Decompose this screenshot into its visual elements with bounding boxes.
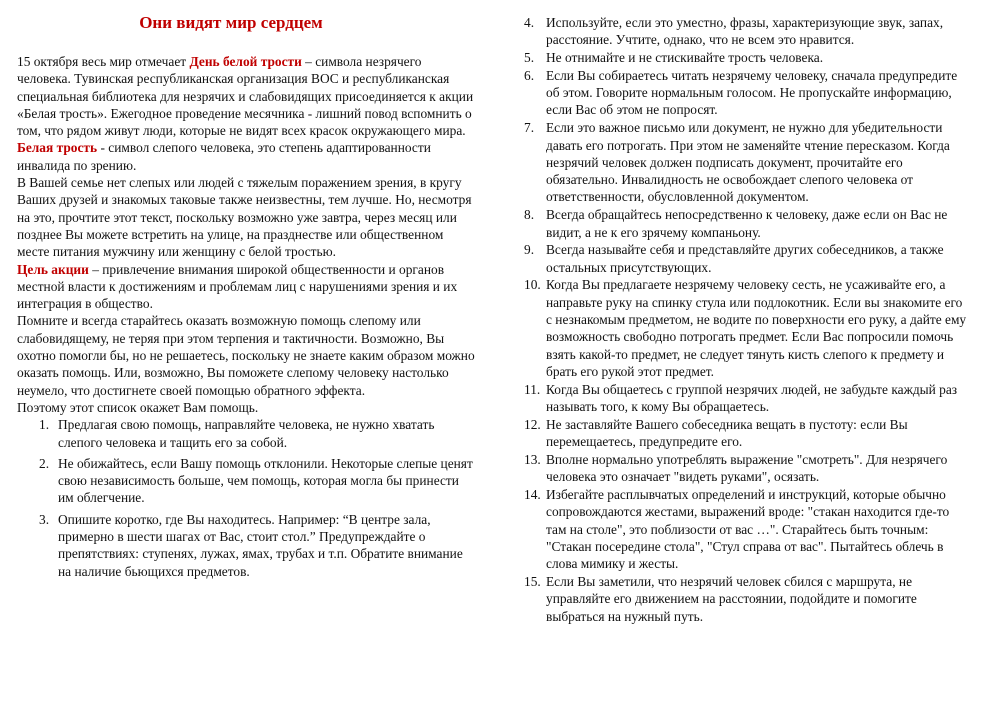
list-item-number: 6. bbox=[524, 67, 535, 83]
list-item-text: Всегда обращайтесь непосредственно к человеку, даже если он Вас не видит, а не к его зрячему компаньону. bbox=[546, 207, 948, 240]
page-title: Они видят мир сердцем bbox=[139, 13, 323, 32]
left-advice-list bbox=[39, 416, 475, 580]
list-item bbox=[524, 67, 970, 119]
list-item bbox=[524, 49, 970, 66]
list-item bbox=[524, 451, 970, 486]
list-item-number: 5. bbox=[524, 50, 535, 66]
goal-paragraph bbox=[17, 261, 475, 313]
list-item-text: Не отнимайте и не стискивайте трость человека. bbox=[546, 50, 824, 66]
list-item-text: Если Вы заметили, что незрячий человек сбился с маршрута, не управляйте его движением на расстоянии, подойдите и помогите выбраться на нужный путь. bbox=[546, 574, 917, 624]
list-item-number: 11. bbox=[524, 381, 541, 397]
list-item-number: 4. bbox=[524, 15, 535, 30]
list-item bbox=[524, 416, 970, 451]
list-item-text: Не обижайтесь, если Вашу помощь отклонили. Некоторые слепые ценят свою независимость больше, чем помощь, которая могла бы принести им облегчение. bbox=[58, 455, 473, 506]
intro-text-start: 15 октября весь мир отмечает bbox=[17, 54, 190, 69]
list-item-number: 7. bbox=[524, 120, 535, 136]
list-item bbox=[39, 511, 475, 580]
list-item-text: Опишите коротко, где Вы находитесь. Например: “В центре зала, примерно в шести шагах от Вас, стоит стол.” Предупреждайте о препятствиях: ступенях, лужах, ямах, трубах и т.п. Обратите внимание на наличие бьющихся предметов. bbox=[58, 511, 463, 579]
white-cane-text: - символ слепого человека, это степень адаптированности инвалида по зрению. bbox=[17, 140, 431, 173]
list-item-text: Не заставляйте Вашего собеседника вещать в пустоту: если Вы перемещаетесь, предупредите его. bbox=[546, 416, 908, 450]
list-item-text: Всегда называйте себя и представляйте других собеседников, а также остальных присутствующих. bbox=[546, 242, 944, 275]
list-item-text: Когда Вы общаетесь с группой незрячих людей, не забудьте каждый раз называть того, к кому Вы обращаетесь. bbox=[546, 381, 958, 415]
list-item-text: Используйте, если это уместно, фразы, характеризующие звук, запах, расстояние. Учтите, однако, что не всем это нравится. bbox=[546, 15, 944, 48]
list-item-text: Избегайте расплывчатых определений и инструкций, которые обычно сопровождаются жестами, выражений вроде: "стакан находится где-то там на столе", это поблизости от вас …". Старайтесь быть точным: "Стакан посередине стола", "Стул справа от вас". Пытайтесь облечь в слова мимику и жесты. bbox=[546, 487, 950, 572]
list-item bbox=[524, 486, 970, 572]
list-item-number: 15. bbox=[524, 574, 541, 589]
goal-highlight: Цель акции bbox=[17, 261, 89, 277]
left-column bbox=[17, 12, 475, 584]
help-paragraph: Помните и всегда старайтесь оказать возможную помощь слепому или слабовидящему, не теряя при этом терпения и тактичности. Возможно, Вы охотно помогли бы, но не решаетесь, поскольку не знаете каким образом можно оказать помощь. Или, возможно, Вы поможете слепому человеку настолько неумело, что достигнете своей помощью обратного эффекта. bbox=[17, 313, 475, 398]
list-item-number: 13. bbox=[524, 451, 541, 467]
white-cane-paragraph bbox=[17, 139, 475, 174]
list-item bbox=[39, 416, 475, 451]
right-advice-list bbox=[524, 14, 970, 625]
list-item bbox=[524, 381, 970, 416]
list-item bbox=[524, 206, 970, 241]
list-item-number: 12. bbox=[524, 416, 541, 432]
white-cane-day-highlight: День белой трости bbox=[189, 54, 302, 69]
list-item-text: Если это важное письмо или документ, не нужно для убедительности давать его потрогать. При этом не заменяйте чтение пересказом. Когда незрячий человек должен подписать документ, прочитайте его обязательно. Инвалидность не освобождает слепого человека от ответственности, обусловленной документом. bbox=[546, 120, 950, 205]
white-cane-highlight: Белая трость bbox=[17, 140, 98, 156]
list-item-number: 2. bbox=[39, 455, 50, 471]
list-item-text: Когда Вы предлагаете незрячему человеку сесть, не усаживайте его, а направьте руку на спинку стула или подлокотник. Если вы знакомите его с незнакомым предметом, не водите по поверхности его руку, а дайте ему возможность свободно потрогать предмет. Если Вас попросили помочь взять какой-то предмет, не следует тянуть кисть слепого к предмету и брать его рукой этот предмет. bbox=[546, 277, 967, 379]
list-item bbox=[39, 455, 475, 507]
list-item-number: 14. bbox=[524, 487, 541, 503]
list-item-number: 10. bbox=[524, 277, 541, 293]
intro-paragraph bbox=[17, 53, 475, 139]
list-item-text: Вполне нормально употреблять выражение "смотреть". Для незрячего человека это означает "видеть руками", осязать. bbox=[546, 451, 948, 485]
list-item bbox=[524, 119, 970, 205]
list-item bbox=[524, 276, 970, 380]
list-item-number: 8. bbox=[524, 207, 535, 223]
list-item bbox=[524, 573, 970, 625]
list-item bbox=[524, 14, 970, 49]
list-item bbox=[524, 241, 970, 276]
list-item-number: 3. bbox=[39, 511, 50, 527]
list-item-number: 9. bbox=[524, 242, 535, 258]
family-paragraph: В Вашей семье нет слепых или людей с тяжелым поражением зрения, в кругу Ваших друзей и знакомых таковые также неизвестны, тем лучше. Но, несмотря на это, прочтите этот текст, поскольку возможно уже завтра, через месяц или позднее Вы можете встретить на улице, на празднестве или общественном месте питания мужчину или женщину с белой тростью. bbox=[17, 175, 472, 260]
list-item-text: Предлагая свою помощь, направляйте человека, не нужно хватать слепого человека и тащить его за собой. bbox=[58, 417, 435, 450]
list-intro: Поэтому этот список окажет Вам помощь. bbox=[17, 399, 259, 415]
right-column bbox=[524, 14, 970, 625]
intro-text-rest: – символа незрячего человека. Тувинская республиканская организация ВОС и республиканская специальная библиотека для незрячих и слабовидящих присоединяется к акции «Белая трость». Ежегодное проведение месячника - лишний повод вспомнить о том, что рядом живут люди, которые не видят всех красок окружающего мира. bbox=[17, 54, 474, 139]
goal-text: – привлечение внимания широкой общественности и органов местной власти к достижениям и проблемам лиц с нарушениями зрения и их интеграция в общество. bbox=[17, 261, 458, 312]
list-item-number: 1. bbox=[39, 417, 50, 433]
list-item-text: Если Вы собираетесь читать незрячему человеку, сначала предупредите об этом. Говорите нормальным голосом. Не пропускайте информацию, если Вас об этом не попросят. bbox=[546, 67, 958, 118]
